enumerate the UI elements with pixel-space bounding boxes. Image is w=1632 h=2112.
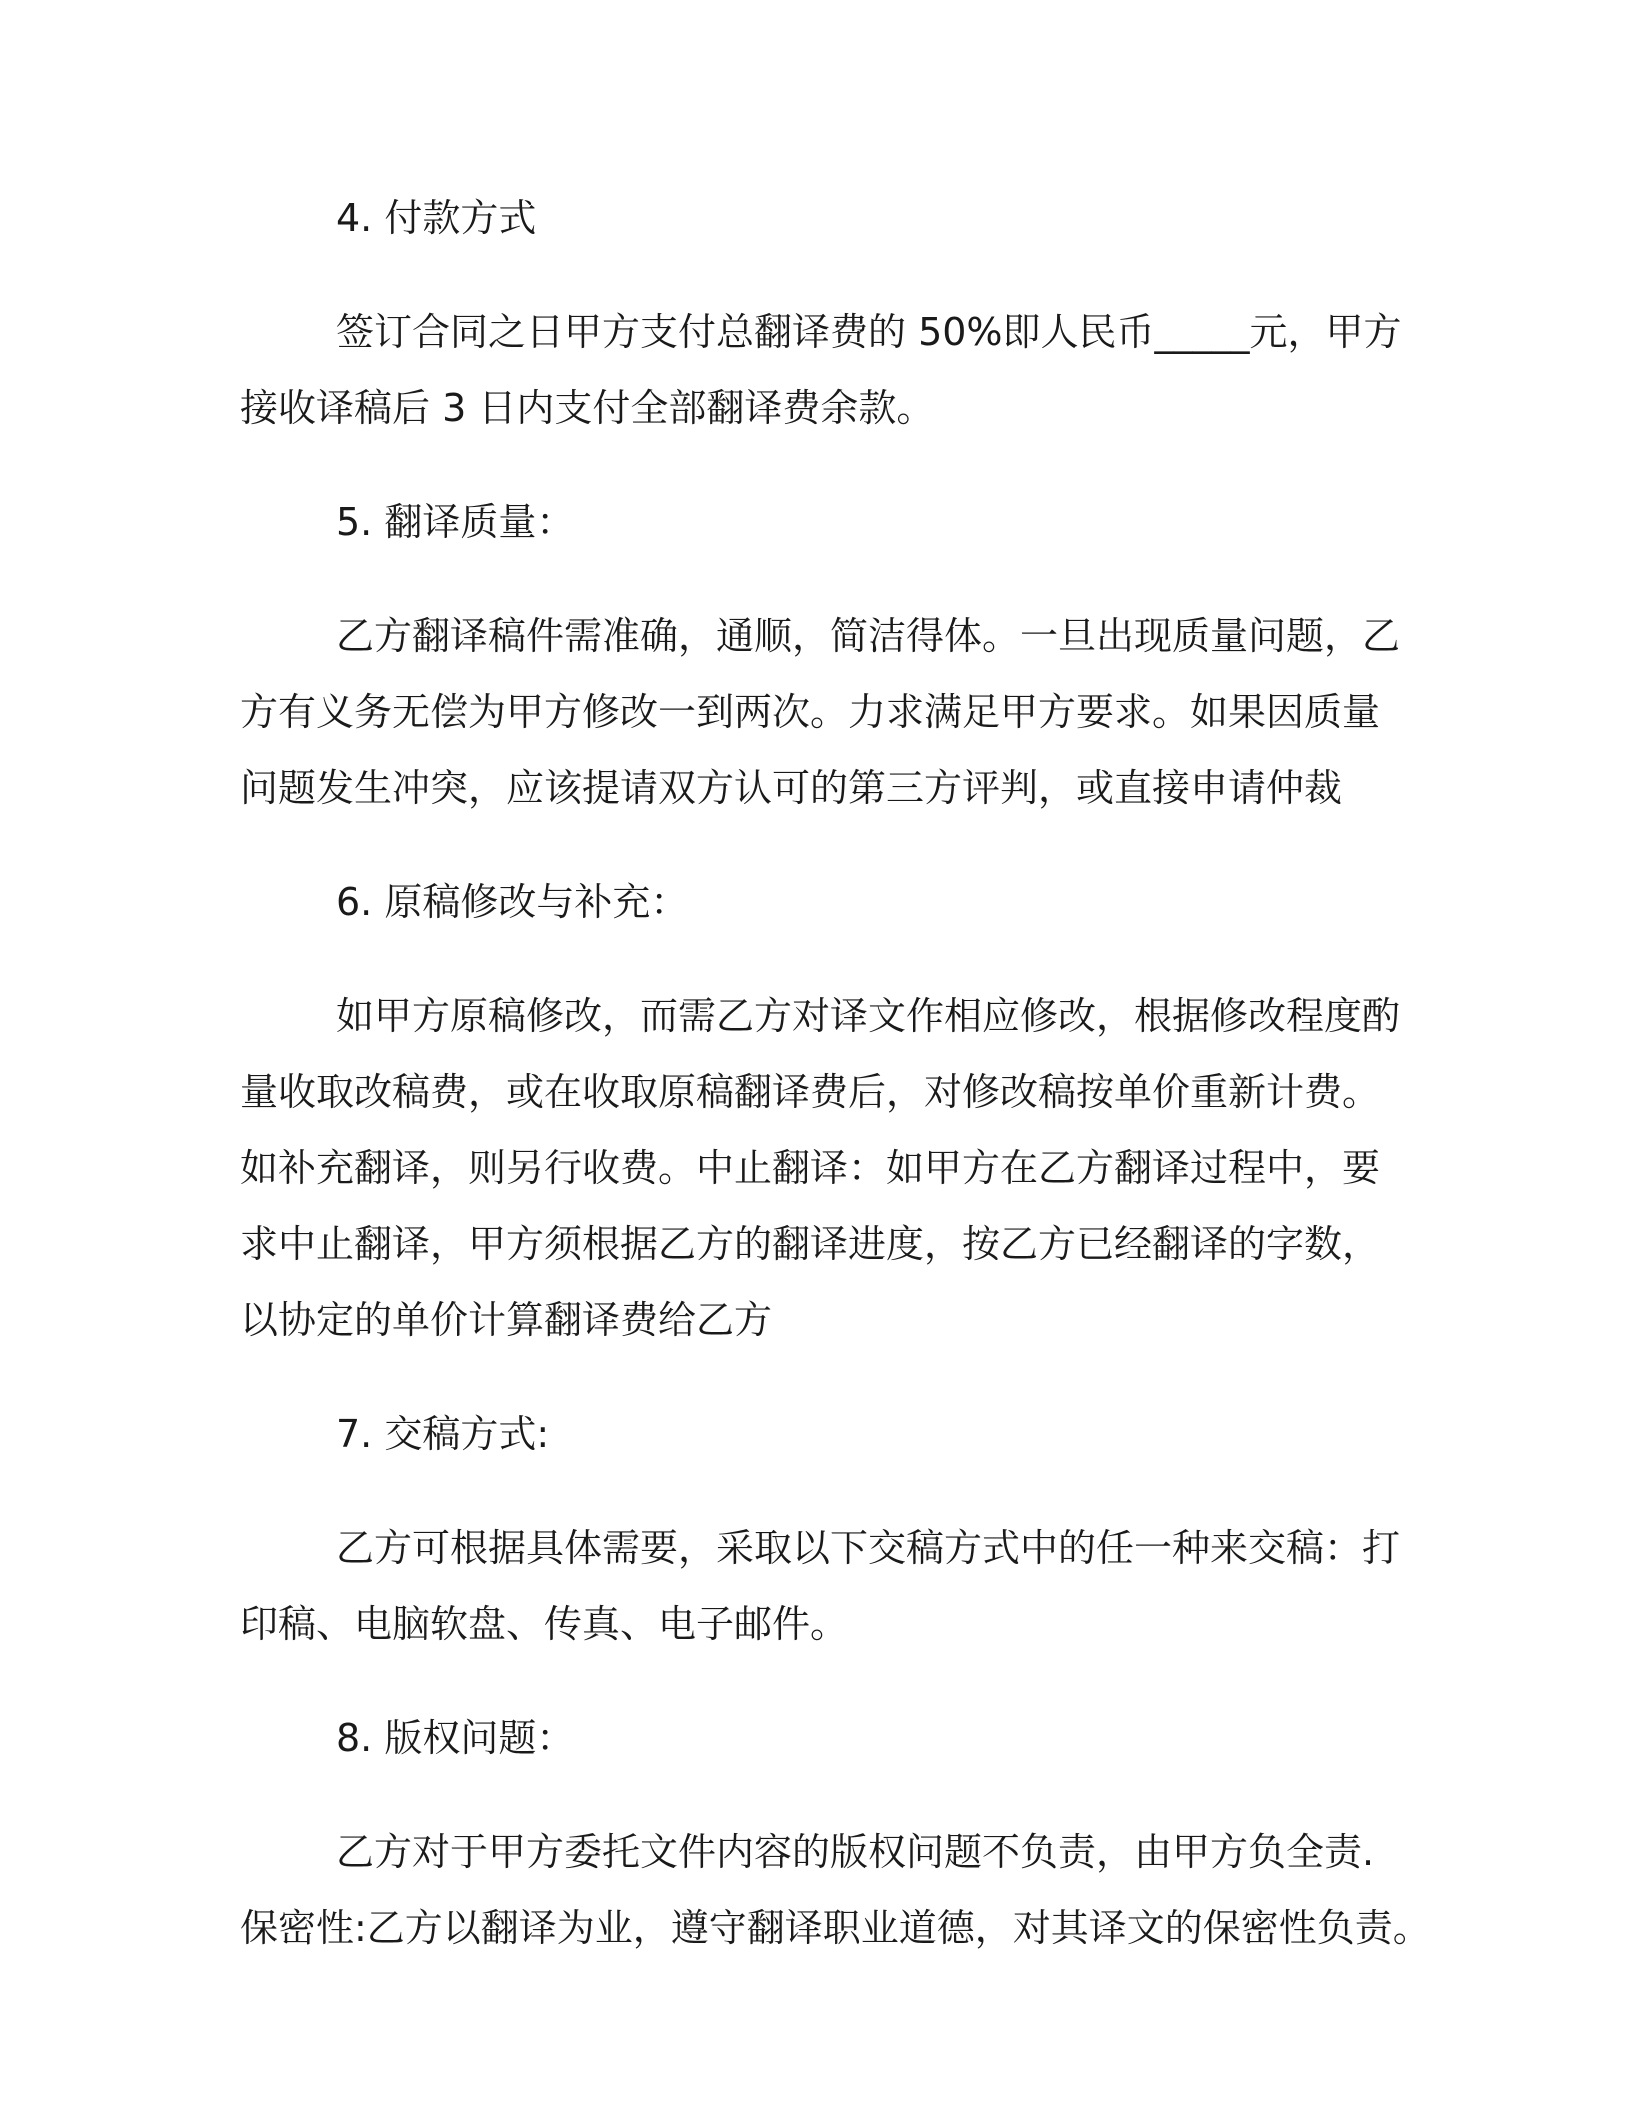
paragraph-line: 方有义务无偿为甲方修改一到两次。力求满足甲方要求。如果因质量: [240, 690, 1381, 734]
document-body: [240, 180, 1431, 2004]
paragraph-line: 问题发生冲突，应该提请双方认可的第三方评判，或直接申请仲裁: [240, 766, 1343, 810]
section-heading-quality: 5. 翻译质量：: [336, 500, 575, 544]
paragraph-line: 如补充翻译，则另行收费。中止翻译：如甲方在乙方翻译过程中，要: [240, 1146, 1381, 1190]
section-heading-payment: 4. 付款方式: [336, 196, 537, 240]
section-heading-copyright: 8. 版权问题：: [336, 1716, 575, 1760]
section-body-delivery: [240, 1510, 1401, 1662]
paragraph-line: 乙方可根据具体需要，采取以下交稿方式中的任一种来交稿：打: [336, 1526, 1401, 1570]
section-heading-revision: 6. 原稿修改与补充：: [336, 880, 689, 924]
paragraph-line: 印稿、电脑软盘、传真、电子邮件。: [240, 1602, 849, 1646]
paragraph-line: 量收取改稿费，或在收取原稿翻译费后，对修改稿按单价重新计费。: [240, 1070, 1381, 1114]
paragraph-line: 保密性:乙方以翻译为业，遵守翻译职业道德，对其译文的保密性负责。: [240, 1906, 1431, 1950]
paragraph-line: 乙方对于甲方委托文件内容的版权问题不负责，由甲方负全责.: [336, 1830, 1375, 1874]
section-body-quality: [240, 598, 1401, 826]
paragraph-line: 求中止翻译，甲方须根据乙方的翻译进度，按乙方已经翻译的字数，: [240, 1222, 1381, 1266]
paragraph-line: 以协定的单价计算翻译费给乙方: [240, 1298, 773, 1342]
section-body-payment: [240, 294, 1402, 446]
paragraph-line: 乙方翻译稿件需准确，通顺，简洁得体。一旦出现质量问题，乙: [336, 614, 1401, 658]
paragraph-line: 接收译稿后 3 日内支付全部翻译费余款。: [240, 386, 935, 430]
section-heading-delivery: 7. 交稿方式:: [336, 1412, 550, 1456]
paragraph-line: 签订合同之日甲方支付总翻译费的 50%即人民币_____元，甲方: [336, 310, 1402, 354]
paragraph-line: 如甲方原稿修改，而需乙方对译文作相应修改，根据修改程度酌: [336, 994, 1401, 1038]
section-body-revision: [240, 978, 1401, 1358]
section-body-copyright: [240, 1814, 1431, 1966]
